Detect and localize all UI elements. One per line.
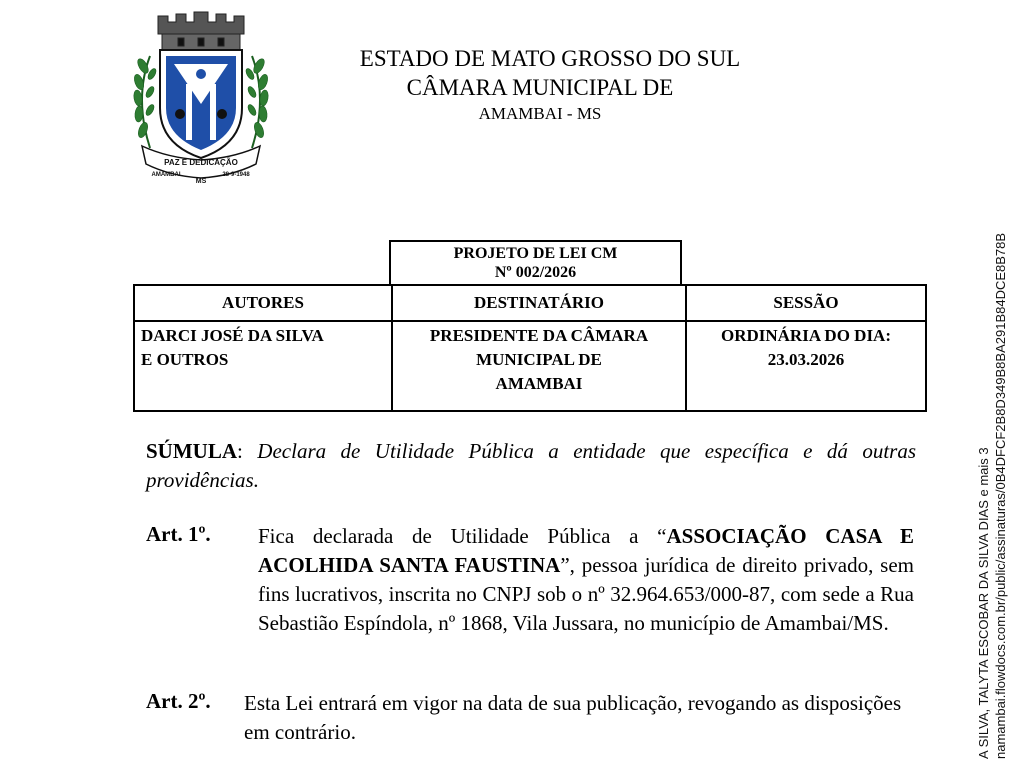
- shield: [160, 50, 242, 158]
- article-1-post: ”, pessoa jurídica de direito privado, sem fins lucrativos, inscrita no CNPJ sob o nº 32.964.653/000-87, com sede a Rua Sebastião Espíndola, nº 1868, Vila Jussara, no município de Amambai/MS.: [258, 553, 915, 635]
- mural-crown: [158, 12, 244, 50]
- article-1-pre: Fica declarada de Utilidade Pública a “: [258, 524, 667, 548]
- sumula-label: SÚMULA: [146, 439, 238, 463]
- header-autores: AUTORES: [134, 285, 392, 321]
- bill-type: PROJETO DE LEI CM: [453, 245, 618, 262]
- signature-signers: A SILVA, TALYTA ESCOBAR DA SILVA DIAS e mais 3: [976, 447, 991, 759]
- cell-sessao: [686, 321, 926, 411]
- crest-date: 28-9-1948: [222, 172, 250, 178]
- header-destinatario: DESTINATÁRIO: [392, 285, 686, 321]
- municipal-coat-of-arms: [128, 8, 274, 186]
- header-chamber: CÂMARA MUNICIPAL DE: [406, 75, 674, 100]
- cell-autores: [134, 321, 392, 411]
- article-2-text: Esta Lei entrará em vigor na data de sua publicação, revogando as disposições em contrário.: [244, 691, 902, 744]
- header-city: AMAMBAI - MS: [478, 104, 602, 123]
- table-header-row: [134, 285, 926, 321]
- crest-state: MS: [195, 178, 207, 185]
- digital-signature-stamp: [975, 199, 1009, 759]
- crest-city: AMAMBAI: [151, 172, 181, 178]
- sessao-line: ORDINÁRIA DO DIA:: [720, 326, 891, 345]
- article-1-entity: ASSOCIAÇÃO CASA E ACOLHIDA SANTA FAUSTINA: [258, 524, 914, 577]
- crest-motto: PAZ E DEDICAÇÃO: [164, 158, 238, 167]
- autores-line: E OUTROS: [141, 350, 229, 369]
- header-sessao: SESSÃO: [686, 285, 926, 321]
- destinatario-line: MUNICIPAL DE: [476, 350, 602, 369]
- article-2-label: Art. 2º.: [146, 689, 211, 713]
- bill-info-table: [133, 284, 927, 412]
- sumula-text: Declara de Utilidade Pública a entidade que específica e dá outras providências.: [146, 439, 916, 492]
- sumula-separator: :: [237, 439, 258, 463]
- sumula-paragraph: [146, 437, 916, 495]
- autores-line: DARCI JOSÉ DA SILVA: [141, 326, 324, 345]
- bill-number-box: [389, 240, 682, 285]
- article-1-label: Art. 1º.: [146, 522, 211, 546]
- cell-destinatario: [392, 321, 686, 411]
- sessao-line: 23.03.2026: [767, 350, 845, 369]
- destinatario-line: PRESIDENTE DA CÂMARA: [429, 326, 649, 345]
- left-laurel-branch: [133, 56, 158, 148]
- right-laurel-branch: [244, 56, 269, 148]
- signature-verification-url: namambai.flowdocs.com.br/public/assinaturas/0B4DFCF2B8D349B8BA291B84DCE8B78B: [993, 232, 1008, 759]
- bill-number: Nº 002/2026: [494, 264, 577, 281]
- table-row: [134, 321, 926, 411]
- destinatario-line: AMAMBAI: [495, 374, 583, 393]
- article-1-text: [258, 522, 914, 638]
- header-state: ESTADO DE MATO GROSSO DO SUL: [359, 46, 741, 71]
